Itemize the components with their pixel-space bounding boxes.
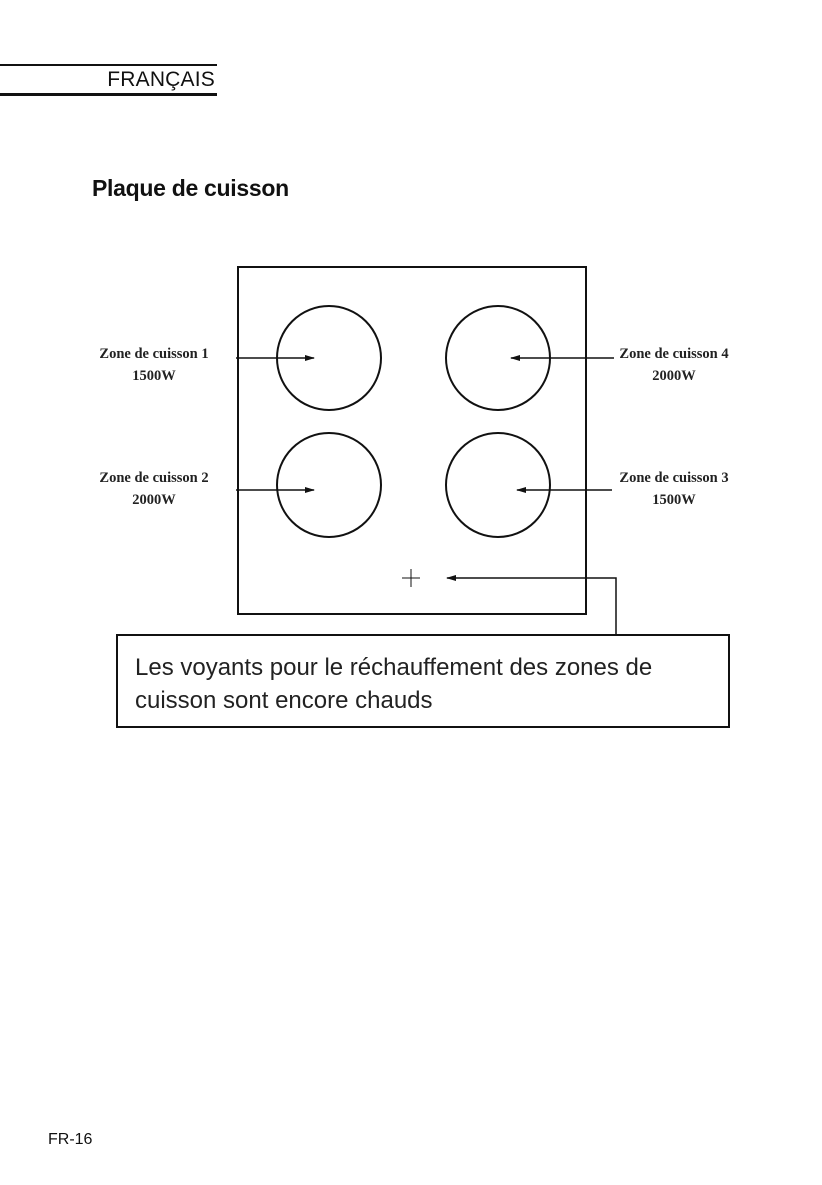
language-label: FRANÇAIS [107,68,215,91]
cooking-zone-3-circle [446,433,550,537]
heat-indicator-icon [402,569,420,587]
zone-4-power: 2000W [652,368,696,384]
page-number: FR-16 [48,1131,93,1148]
page-title: Plaque de cuisson [92,175,289,201]
zone-4-name: Zone de cuisson 4 [619,346,729,362]
zone-1-power: 1500W [132,368,176,384]
zone-3-name: Zone de cuisson 3 [619,470,729,486]
zone-3-power: 1500W [652,492,696,508]
indicator-arrow [447,578,616,634]
zone-2-power: 2000W [132,492,176,508]
cooking-zone-2-circle [277,433,381,537]
residual-heat-note [116,634,730,728]
residual-heat-note-text: Les voyants pour le réchauffement des zones de cuisson sont encore chauds [135,654,653,714]
zone-2-name: Zone de cuisson 2 [99,470,209,486]
zone-1-name: Zone de cuisson 1 [99,346,209,362]
